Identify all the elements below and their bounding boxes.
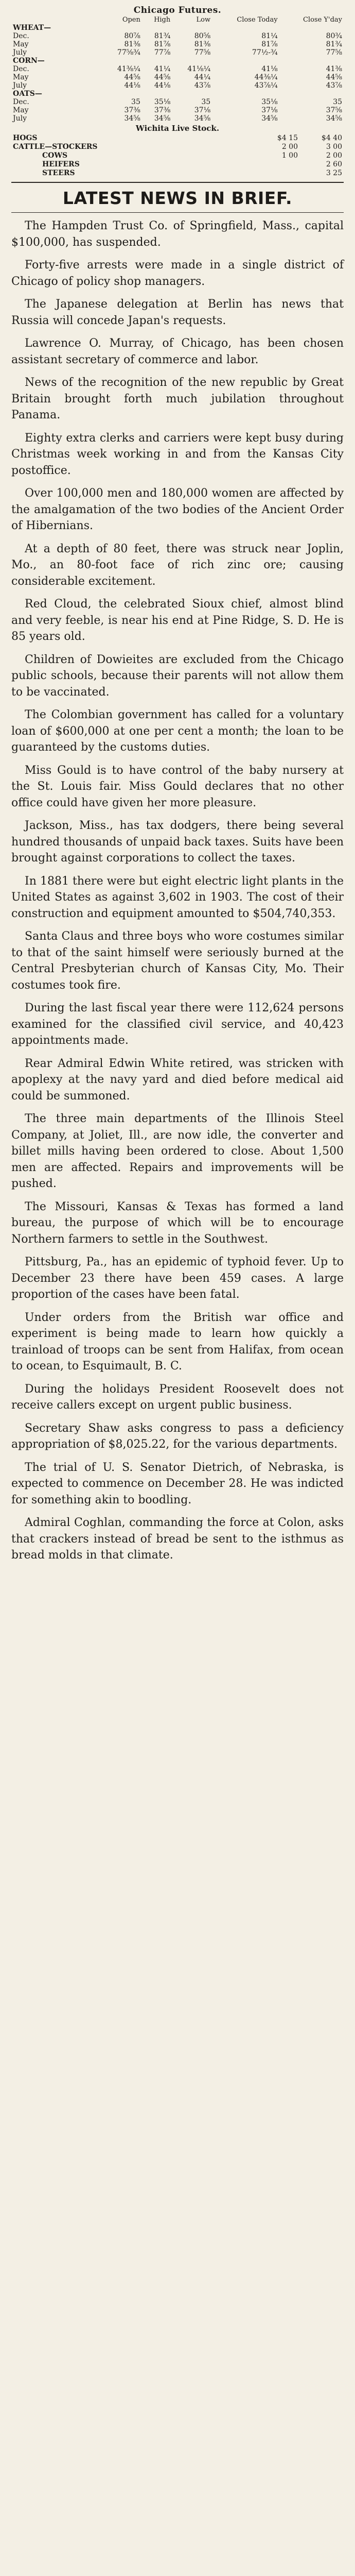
futures-price: 44⅝ xyxy=(124,73,140,81)
livestock-high-price: 2 60 xyxy=(326,160,342,168)
news-item: Lawrence O. Murray, of Chicago, has been chosen assistant secretary of commerce and labor. xyxy=(11,337,344,366)
futures-group-label: CORN— xyxy=(13,57,45,65)
news-item: Red Cloud, the celebrated Sioux chief, almost blind and very feeble, is near his end at Pine Ridge, S. D. He is 85 years old. xyxy=(11,598,344,643)
futures-price: 44⅛ xyxy=(154,81,171,90)
futures-price: 43⅞ xyxy=(326,81,342,90)
news-item: The Colombian government has called for a voluntary loan of $600,000 at one per cent a month; the loan to be guaranteed by the customs duties. xyxy=(11,708,344,754)
futures-row xyxy=(11,106,344,114)
futures-price: 35 xyxy=(131,98,140,106)
livestock-low-price xyxy=(255,160,299,169)
futures-price: 41⅛¼ xyxy=(187,65,211,73)
futures-column-header: Open xyxy=(122,16,140,24)
futures-price: 35⅛ xyxy=(261,98,278,106)
futures-row xyxy=(11,48,344,57)
news-item: The three main departments of the Illinois Steel Company, at Joliet, Ill., are now idle, the converter and billet mills having been ordered to close. About 1,500 men are affected. Repairs and improvements will be pushed. xyxy=(11,1112,344,1190)
news-item: Admiral Coghlan, commanding the force at Colon, asks that crackers instead of bread be sent to the isthmus as bread molds in that climate. xyxy=(11,1516,344,1562)
livestock-low-price xyxy=(255,169,299,178)
livestock-row xyxy=(11,160,344,169)
news-item: The Hampden Trust Co. of Springfield, Mass., capital $100,000, has suspended. xyxy=(11,219,344,249)
futures-price: 77⅝¾ xyxy=(117,48,140,57)
futures-column-header: Close Today xyxy=(237,16,278,24)
livestock-low-price: $4 15 xyxy=(277,134,298,142)
news-item: The Japanese delegation at Berlin has news that Russia will concede Japan's requests. xyxy=(11,298,344,327)
futures-row xyxy=(11,32,344,40)
futures-price: 81⅜ xyxy=(194,40,211,48)
futures-price: 80⅝ xyxy=(194,32,211,40)
news-item: Over 100,000 men and 180,000 women are affected by the amalgamation of the two bodies of the Ancient Order of Hibernians. xyxy=(11,487,344,532)
livestock-high-price: 2 00 xyxy=(326,151,342,160)
futures-price: 41⅜¼ xyxy=(117,65,140,73)
futures-price: 41⅛ xyxy=(261,65,278,73)
futures-month: Dec. xyxy=(13,32,29,40)
livestock-high-price: $4 40 xyxy=(321,134,342,142)
livestock-body xyxy=(11,134,344,178)
futures-table xyxy=(11,16,344,123)
livestock-row xyxy=(11,143,344,151)
news-item: During the holidays President Roosevelt does not receive callers except on urgent public business. xyxy=(11,1382,344,1412)
news-headline: LATEST NEWS IN BRIEF. xyxy=(62,188,293,208)
futures-price: 77⅝ xyxy=(326,48,342,57)
futures-price: 35 xyxy=(333,98,342,106)
futures-row xyxy=(11,40,344,48)
futures-column-header xyxy=(11,16,102,24)
livestock-table xyxy=(11,134,344,178)
futures-price: 44¼ xyxy=(194,73,211,81)
futures-column-header: High xyxy=(154,16,171,24)
futures-price: 81⅞ xyxy=(154,40,171,48)
futures-month: Dec. xyxy=(13,65,29,73)
news-item: At a depth of 80 feet, there was struck near Joplin, Mo., an 80-foot face of rich zinc ore; causing considerable excitement. xyxy=(11,542,344,588)
futures-price: 44⅛ xyxy=(124,81,140,90)
futures-header-row xyxy=(11,16,344,24)
futures-month: July xyxy=(13,81,27,90)
futures-price: 37⅜ xyxy=(124,106,140,114)
livestock-row xyxy=(11,169,344,178)
futures-title: Chicago Futures. xyxy=(133,5,222,15)
livestock-label: HOGS xyxy=(13,134,38,142)
futures-row xyxy=(11,65,344,73)
futures-price: 41¼ xyxy=(154,65,171,73)
futures-row xyxy=(11,81,344,90)
futures-price: 81¾ xyxy=(154,32,171,40)
futures-group-row xyxy=(11,90,344,98)
futures-group-row xyxy=(11,57,344,65)
futures-column-header: Low xyxy=(196,16,211,24)
futures-group-row xyxy=(11,24,344,32)
futures-price: 77⅞ xyxy=(154,48,171,57)
futures-price: 81⅜ xyxy=(124,40,140,48)
futures-price: 34⅝ xyxy=(154,114,171,123)
futures-price: 81¼ xyxy=(261,32,278,40)
futures-price: 77½-¾ xyxy=(252,48,278,57)
livestock-title: Wichita Live Stock. xyxy=(135,124,220,133)
news-item: Santa Claus and three boys who wore costumes similar to that of the saint himself were seriously burned at the Central Presbyterian church of Kansas City, Mo. Their costumes took fire. xyxy=(11,930,344,992)
headline-underline xyxy=(11,212,344,213)
news-item: In 1881 there were but eight electric light plants in the United States as against 3,602 in 1903. The cost of their construction and equipment amounted to $504,740,353. xyxy=(11,874,344,920)
futures-price: 44⅝ xyxy=(326,73,342,81)
livestock-label: CATTLE—STOCKERS xyxy=(13,143,98,151)
futures-month: July xyxy=(13,48,27,57)
futures-price: 37⅛ xyxy=(261,106,278,114)
news-item: Jackson, Miss., has tax dodgers, there being several hundred thousands of unpaid back taxes. Suits have been brought against corporations to collect the taxes. xyxy=(11,819,344,865)
news-item: The Missouri, Kansas & Texas has formed a land bureau, the purpose of which will be to encourage Northern farmers to settle in the Southwest. xyxy=(11,1200,344,1246)
futures-column-header: Close Y'day xyxy=(303,16,342,24)
futures-month: May xyxy=(13,73,29,81)
futures-price: 77⅝ xyxy=(194,48,211,57)
futures-price: 44⅝ xyxy=(154,73,171,81)
futures-price: 34⅝ xyxy=(261,114,278,123)
futures-month: July xyxy=(13,114,27,123)
livestock-low-price: 1 00 xyxy=(281,151,298,160)
futures-month: Dec. xyxy=(13,98,29,106)
futures-price: 80¾ xyxy=(326,32,342,40)
futures-price: 37⅝ xyxy=(326,106,342,114)
futures-price: 34⅝ xyxy=(194,114,211,123)
futures-price: 34⅝ xyxy=(326,114,342,123)
futures-month: May xyxy=(13,106,29,114)
news-item: Rear Admiral Edwin White retired, was stricken with apoplexy at the navy yard and died before medical aid could be summoned. xyxy=(11,1057,344,1103)
futures-price: 41⅜ xyxy=(326,65,342,73)
news-item: The trial of U. S. Senator Dietrich, of Nebraska, is expected to commence on December 28. He was indicted for something akin to boodling. xyxy=(11,1461,344,1506)
futures-group-label: WHEAT— xyxy=(13,24,51,32)
livestock-label: HEIFERS xyxy=(42,160,80,168)
section-divider xyxy=(11,182,344,183)
futures-price: 81⅞ xyxy=(261,40,278,48)
news-item: Secretary Shaw asks congress to pass a deficiency appropriation of $8,025.22, for the various departments. xyxy=(11,1421,344,1451)
futures-row xyxy=(11,98,344,106)
livestock-label: COWS xyxy=(42,151,68,160)
news-item: Forty-five arrests were made in a single district of Chicago of policy shop managers. xyxy=(11,259,344,288)
news-item: Eighty extra clerks and carriers were kept busy during Christmas week working in and from the Kansas City postoffice. xyxy=(11,431,344,477)
futures-price: 43⅞ xyxy=(194,81,211,90)
futures-group-label: OATS— xyxy=(13,90,42,98)
futures-price: 34⅝ xyxy=(124,114,140,123)
futures-price: 37⅜ xyxy=(154,106,171,114)
futures-price: 80⅞ xyxy=(124,32,140,40)
futures-price: 37⅛ xyxy=(194,106,211,114)
news-item: Miss Gould is to have control of the baby nursery at the St. Louis fair. Miss Gould declares that no other office could have given her more pleasure. xyxy=(11,764,344,809)
news-item: Children of Dowieites are excluded from the Chicago public schools, because their parents will not allow them to be vaccinated. xyxy=(11,653,344,699)
livestock-high-price: 3 00 xyxy=(326,143,342,151)
news-item: Under orders from the British war office and experiment is being made to learn how quickly a trainload of troops can be sent from Halifax, from ocean to ocean, to Esquimault, B. C. xyxy=(11,1311,344,1372)
news-items xyxy=(11,218,344,1564)
news-item: News of the recognition of the new republic by Great Britain brought forth much jubilation throughout Panama. xyxy=(11,376,344,421)
news-item: During the last fiscal year there were 112,624 persons examined for the classified civil service, and 40,423 appointments made. xyxy=(11,1002,344,1047)
futures-row xyxy=(11,114,344,123)
futures-month: May xyxy=(13,40,29,48)
futures-row xyxy=(11,73,344,81)
futures-price: 35 xyxy=(201,98,211,106)
livestock-low-price: 2 00 xyxy=(281,143,298,151)
livestock-row xyxy=(11,134,344,143)
futures-price: 35⅛ xyxy=(154,98,171,106)
futures-price: 81¾ xyxy=(326,40,342,48)
news-item: Pittsburg, Pa., has an epidemic of typhoid fever. Up to December 23 there have been 459 cases. A large proportion of the cases have been fatal. xyxy=(11,1256,344,1301)
livestock-label: STEERS xyxy=(42,169,75,177)
futures-price: 43⅞¼ xyxy=(254,81,278,90)
futures-price: 44⅜¼ xyxy=(254,73,278,81)
livestock-row xyxy=(11,151,344,160)
livestock-high-price: 3 25 xyxy=(326,169,342,177)
futures-body xyxy=(11,24,344,123)
